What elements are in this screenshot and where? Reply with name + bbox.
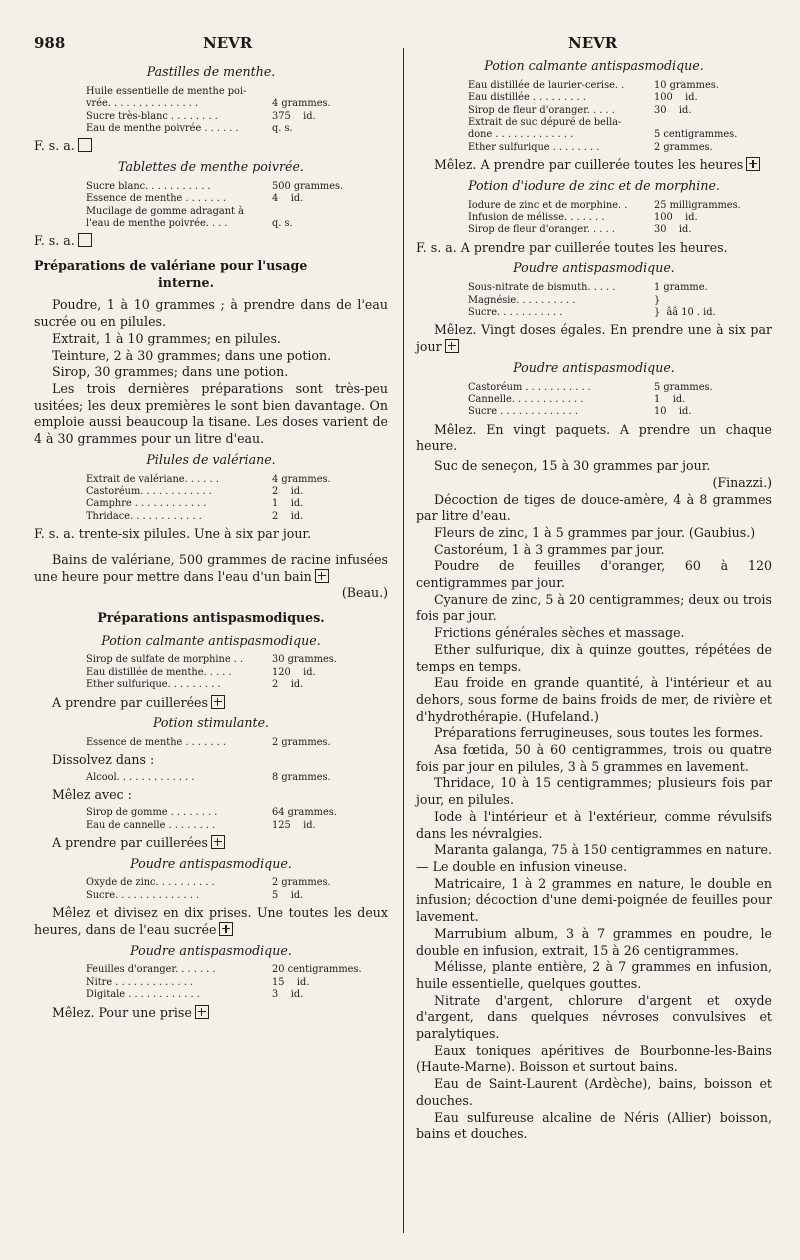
ingredient-row — [34, 181, 388, 193]
ingredient-dose: 1 id. — [272, 498, 304, 510]
paragraph: Bains de valériane, 500 grammes de racine infusées une heure pour mettre dans l'eau d'un bain — [34, 551, 388, 584]
recipe-instruction: F. s. a. A prendre par cuillerée toutes les heures. — [416, 239, 728, 255]
ingredient-name: Sucre blanc. . . . . . . . . . . — [86, 180, 211, 192]
ingredient-name: Extrait de valériane. . . . . . — [86, 473, 219, 485]
ingredient-dose: 1 id. — [654, 393, 686, 405]
recipe-instruction: Mêlez. A prendre par cuillerée toutes les heures — [416, 157, 772, 174]
remedy-list — [416, 458, 772, 1143]
remedy-paragraph: Nitrate d'argent, chlorure d'argent et oxyde d'argent, dans quelques névroses convulsives et paralytiques. — [416, 992, 772, 1042]
recipe-step: Dissolvez dans : — [52, 752, 155, 768]
ingredient-name: Sirop de fleur d'oranger. . . . . — [468, 224, 615, 236]
ingredient-dose: 10 grammes. — [654, 79, 719, 91]
prescription-box-icon — [78, 138, 92, 152]
recipe-instruction: Mêlez. Vingt doses égales. En prendre une à six par jour — [416, 322, 772, 355]
ingredient-row — [416, 142, 772, 154]
section-heading-cont: interne. — [158, 274, 214, 290]
ingredient-dose: 15 id. — [272, 976, 310, 988]
ingredient-dose: 100 id. — [654, 211, 698, 223]
recipe-ingredients — [34, 181, 388, 231]
remedy-paragraph: Eau de Saint-Laurent (Ardèche), bains, boisson et douches. — [416, 1076, 772, 1108]
recipe-ingredients — [416, 382, 772, 419]
ingredient-name: Sucre . . . . . . . . . . . . . — [468, 406, 578, 418]
ingredient-row — [416, 394, 772, 406]
ingredient-dose: 500 grammes. — [272, 180, 344, 192]
paragraph: Les trois dernières préparations sont très-peu usitées; les deux premières le sont bien davantage. On emploie aussi beaucoup la tisane. Les doses varient de 4 à 30 grammes pour un litre d'eau. — [34, 380, 388, 447]
ingredient-name: Thridace. . . . . . . . . . . . — [86, 510, 202, 522]
ingredient-name: Eau de menthe poivrée . . . . . . — [86, 122, 239, 134]
ingredient-dose: 4 id. — [272, 193, 304, 205]
ingredient-dose: 2 id. — [272, 679, 304, 691]
ingredient-name: Huile essentielle de menthe poi- — [86, 85, 247, 97]
recipe-instruction: F. s. a. — [34, 233, 388, 250]
paragraph: Sirop, 30 grammes; dans une potion. — [52, 364, 289, 380]
remedy-paragraph: Maranta galanga, 75 à 150 centigrammes en nature. — Le double en infusion vineuse. — [416, 842, 772, 874]
column-divider — [403, 48, 404, 1233]
ingredient-row — [416, 200, 772, 212]
recipe-title: Potion calmante antispasmodique. — [484, 58, 704, 73]
ingredient-row — [34, 989, 388, 1001]
remedy-paragraph: (Finazzi.) — [712, 474, 772, 490]
recipe-step: Mêlez avec : — [52, 787, 132, 803]
section-heading: Préparations antispasmodiques. — [97, 609, 325, 625]
ingredient-name: Eau de cannelle . . . . . . . . — [86, 819, 216, 831]
prescription-plus-box-icon — [445, 339, 459, 353]
ingredient-row — [34, 511, 388, 523]
recipe-instruction: A prendre par cuillerées — [34, 695, 388, 712]
ingredient-name: Sous-nitrate de bismuth. . . . . — [468, 282, 616, 294]
ingredient-dose: 1 gramme. — [654, 282, 708, 294]
ingredient-row — [34, 474, 388, 486]
ingredient-name: Magnésie. . . . . . . . . . — [468, 294, 576, 306]
recipe-ingredients — [34, 807, 388, 832]
remedy-paragraph: Poudre de feuilles d'oranger, 60 à 120 centigrammes par jour. — [416, 558, 772, 591]
ingredient-row — [34, 807, 388, 819]
ingredient-dose: 30 id. — [654, 104, 692, 116]
ingredient-name: Digitale . . . . . . . . . . . . — [86, 989, 200, 1001]
ingredient-row — [34, 486, 388, 498]
ingredient-name: Nitre . . . . . . . . . . . . . — [86, 976, 194, 988]
ingredient-row — [34, 98, 388, 110]
ingredient-dose: 2 id. — [272, 510, 304, 522]
remedy-paragraph: Ether sulfurique, dix à quinze gouttes, répétées de temps en temps. — [416, 641, 772, 674]
ingredient-row — [34, 890, 388, 902]
ingredient-name: Extrait de suc dépuré de bella- — [468, 116, 622, 128]
ingredient-name: Sirop de fleur d'oranger. . . . . — [468, 104, 615, 116]
ingredient-row — [34, 111, 388, 123]
ingredient-row — [416, 382, 772, 394]
paragraph: Extrait, 1 à 10 grammes; en pilules. — [52, 330, 281, 346]
recipe-instruction: F. s. a. trente-six pilules. Une à six par jour. — [34, 526, 312, 542]
ingredient-dose: 375 id. — [272, 110, 316, 122]
ingredient-name: Ether sulfurique. . . . . . . . . — [86, 679, 221, 691]
prescription-plus-box-icon — [746, 157, 760, 171]
ingredient-dose: 25 milligrammes. — [654, 199, 741, 211]
recipe-ingredients — [416, 200, 772, 237]
ingredient-name: Alcool. . . . . . . . . . . . . — [86, 772, 195, 784]
ingredient-name: Oxyde de zinc. . . . . . . . . . — [86, 877, 215, 889]
recipe-ingredients — [34, 737, 388, 749]
remedy-paragraph: Eau sulfureuse alcaline de Néris (Allier) boisson, bains et douches. — [416, 1109, 772, 1142]
ingredient-row — [34, 772, 388, 784]
recipe-ingredients — [34, 877, 388, 902]
ingredient-dose: 4 grammes. — [272, 473, 331, 485]
ingredient-name: Essence de menthe . . . . . . . — [86, 193, 226, 205]
recipe-ingredients — [34, 772, 388, 784]
paragraph: Poudre, 1 à 10 grammes ; à prendre dans de l'eau sucrée ou en pilules. — [34, 297, 388, 330]
ingredient-name: Mucilage de gomme adragant à — [86, 205, 244, 217]
remedy-paragraph: Eau froide en grande quantité, à l'intérieur et au dehors, sous forme de bains froids de mer, de rivière et d'hydrothérapie. (Hufeland.) — [416, 675, 772, 724]
ingredient-row — [34, 218, 388, 230]
running-head-right: NEVR — [568, 34, 618, 52]
ingredient-name: Camphre . . . . . . . . . . . . — [86, 498, 207, 510]
ingredient-dose: 3 id. — [272, 989, 304, 1001]
remedy-paragraph: Mélisse, plante entière, 2 à 7 grammes en infusion, huile essentielle, quelques gouttes. — [416, 959, 772, 991]
ingredient-dose: 2 id. — [272, 485, 304, 497]
ingredient-row — [416, 117, 772, 129]
remedy-paragraph: Eaux toniques apéritives de Bourbonne-les-Bains (Haute-Marne). Boisson et surtout bains. — [416, 1042, 772, 1075]
recipe-ingredients — [34, 474, 388, 524]
ingredient-row — [34, 820, 388, 832]
remedy-paragraph: Cyanure de zinc, 5 à 20 centigrammes; deux ou trois fois par jour. — [416, 591, 772, 624]
section-heading: Préparations de valériane pour l'usage — [34, 258, 308, 274]
remedy-paragraph: Préparations ferrugineuses, sous toutes les formes. — [434, 725, 764, 741]
remedy-paragraph: Décoction de tiges de douce-amère, 4 à 8 grammes par litre d'eau. — [416, 491, 772, 524]
ingredient-name: Sucre très-blanc . . . . . . . . — [86, 110, 218, 122]
ingredient-row — [34, 977, 388, 989]
page-number: 988 — [34, 34, 66, 52]
ingredient-dose: 100 id. — [654, 92, 698, 104]
remedy-paragraph: Iode à l'intérieur et à l'extérieur, comme révulsifs dans les névralgies. — [416, 808, 772, 841]
remedy-paragraph: Marrubium album, 3 à 7 grammes en poudre, le double en infusion, extrait, 15 à 26 centigrammes. — [416, 925, 772, 958]
ingredient-name: Sucre. . . . . . . . . . . — [468, 306, 563, 318]
recipe-title: Potion stimulante. — [152, 715, 270, 731]
ingredient-row — [416, 282, 772, 294]
ingredient-name: Sirop de sulfate de morphine . . — [86, 654, 244, 666]
recipe-title: Tablettes de menthe poivrée. — [118, 159, 304, 175]
recipe-instruction: F. s. a. — [34, 138, 388, 155]
ingredient-row — [34, 193, 388, 205]
recipe-title: Poudre antispasmodique. — [513, 260, 675, 276]
ingredient-name: Cannelle. . . . . . . . . . . . — [468, 393, 584, 405]
ingredient-dose: } ââ 10 . id. — [654, 306, 716, 318]
ingredient-dose: 5 id. — [272, 889, 304, 901]
recipe-instruction: Mêlez. Pour une prise — [34, 1005, 388, 1022]
ingredient-row — [416, 92, 772, 104]
prescription-plus-box-icon — [195, 1005, 209, 1019]
ingredient-dose: 5 grammes. — [654, 381, 713, 393]
ingredient-dose: 5 centigrammes. — [654, 129, 738, 141]
recipe-title: Potion calmante antispasmodique. — [101, 632, 321, 648]
ingredient-name: done . . . . . . . . . . . . . — [468, 129, 574, 141]
prescription-plus-box-icon — [211, 695, 225, 709]
recipe-ingredients — [34, 964, 388, 1001]
left-column — [34, 60, 388, 1024]
ingredient-name: Eau distillée . . . . . . . . . — [468, 92, 586, 104]
ingredient-dose: 2 grammes. — [272, 736, 331, 748]
ingredient-row — [34, 654, 388, 666]
ingredient-dose: 10 id. — [654, 406, 692, 418]
recipe-instruction: Mêlez et divisez en dix prises. Une toutes les deux heures, dans de l'eau sucrée — [34, 905, 388, 937]
ingredient-name: Sirop de gomme . . . . . . . . — [86, 807, 218, 819]
ingredient-row — [34, 123, 388, 135]
prescription-plus-box-icon — [211, 835, 225, 849]
remedy-paragraph: Matricaire, 1 à 2 grammes en nature, le double en infusion; décoction d'une demi-poignée de feuilles pour lavement. — [416, 875, 772, 925]
ingredient-dose: 64 grammes. — [272, 807, 337, 819]
ingredient-dose: } — [654, 294, 661, 306]
ingredient-name: Essence de menthe . . . . . . . — [86, 736, 226, 748]
ingredient-name: Iodure de zinc et de morphine. . — [468, 199, 628, 211]
ingredient-name: Feuilles d'oranger. . . . . . . — [86, 964, 216, 976]
paragraph: Teinture, 2 à 30 grammes; dans une potion. — [52, 347, 332, 363]
ingredient-row — [416, 295, 772, 307]
ingredient-row — [34, 964, 388, 976]
recipe-title: Poudre antispasmodique. — [513, 359, 675, 375]
ingredient-row — [416, 80, 772, 92]
recipe-ingredients — [34, 654, 388, 691]
ingredient-row — [34, 206, 388, 218]
ingredient-dose: 120 id. — [272, 666, 316, 678]
ingredient-name: vrée. . . . . . . . . . . . . . . — [86, 98, 199, 110]
remedy-paragraph: Thridace, 10 à 15 centigrammes; plusieurs fois par jour, en pilules. — [416, 775, 772, 808]
prescription-box-icon — [78, 233, 92, 247]
ingredient-row — [416, 105, 772, 117]
ingredient-dose: 30 grammes. — [272, 654, 337, 666]
ingredient-row — [34, 498, 388, 510]
prescription-plus-box-icon — [219, 922, 233, 936]
ingredient-dose: q. s. — [272, 122, 293, 134]
ingredient-dose: 8 grammes. — [272, 772, 331, 784]
ingredient-row — [416, 406, 772, 418]
remedy-paragraph: Castoréum, 1 à 3 grammes par jour. — [434, 541, 665, 557]
recipe-ingredients — [416, 282, 772, 319]
recipe-instruction: Mêlez. En vingt paquets. A prendre un chaque heure. — [416, 421, 772, 454]
ingredient-row — [34, 667, 388, 679]
ingredient-name: Eau distillée de menthe. . . . . — [86, 666, 232, 678]
recipe-title: Poudre antispasmodique. — [130, 942, 292, 958]
recipe-ingredients — [416, 80, 772, 154]
ingredient-name: Infusion de mélisse. . . . . . . — [468, 211, 605, 223]
ingredient-dose: q. s. — [272, 217, 293, 229]
ingredient-row — [34, 737, 388, 749]
ingredient-name: Castoréum . . . . . . . . . . . — [468, 381, 591, 393]
remedy-paragraph: Fleurs de zinc, 1 à 5 grammes par jour. (Gaubius.) — [434, 524, 756, 540]
running-head-left: NEVR — [203, 34, 253, 52]
citation: (Beau.) — [341, 585, 388, 601]
recipe-instruction: A prendre par cuillerées — [34, 835, 388, 852]
ingredient-name: Sucre. . . . . . . . . . . . . . — [86, 889, 200, 901]
ingredient-row — [416, 224, 772, 236]
ingredient-row — [416, 129, 772, 141]
recipe-title: Potion d'iodure de zinc et de morphine. — [468, 177, 720, 193]
recipe-title: Pastilles de menthe. — [146, 64, 276, 79]
ingredient-row — [34, 679, 388, 691]
ingredient-row — [416, 212, 772, 224]
ingredient-name: l'eau de menthe poivrée. . . . — [86, 217, 228, 229]
ingredient-row — [34, 877, 388, 889]
prescription-plus-box-icon — [315, 569, 329, 583]
ingredient-name: Castoréum. . . . . . . . . . . . — [86, 485, 212, 497]
ingredient-dose: 125 id. — [272, 819, 316, 831]
recipe-ingredients — [34, 86, 388, 136]
remedy-paragraph: Suc de seneçon, 15 à 30 grammes par jour. — [434, 458, 711, 474]
remedy-paragraph: Asa fœtida, 50 à 60 centigrammes, trois ou quatre fois par jour en pilules, 3 à 5 grammes en lavement. — [416, 742, 772, 774]
ingredient-dose: 2 grammes. — [654, 141, 713, 153]
ingredient-row — [416, 307, 772, 319]
ingredient-dose: 4 grammes. — [272, 98, 331, 110]
ingredient-dose: 30 id. — [654, 224, 692, 236]
ingredient-dose: 2 grammes. — [272, 877, 331, 889]
ingredient-name: Eau distillée de laurier-cerise. . — [468, 79, 625, 91]
ingredient-dose: 20 centigrammes. — [272, 964, 362, 976]
right-column — [416, 60, 772, 1143]
ingredient-row — [34, 86, 388, 98]
recipe-title: Pilules de valériane. — [146, 451, 276, 467]
remedy-paragraph: Frictions générales sèches et massage. — [434, 625, 685, 641]
recipe-title: Poudre antispasmodique. — [130, 855, 292, 871]
ingredient-name: Ether sulfurique . . . . . . . . — [468, 141, 600, 153]
